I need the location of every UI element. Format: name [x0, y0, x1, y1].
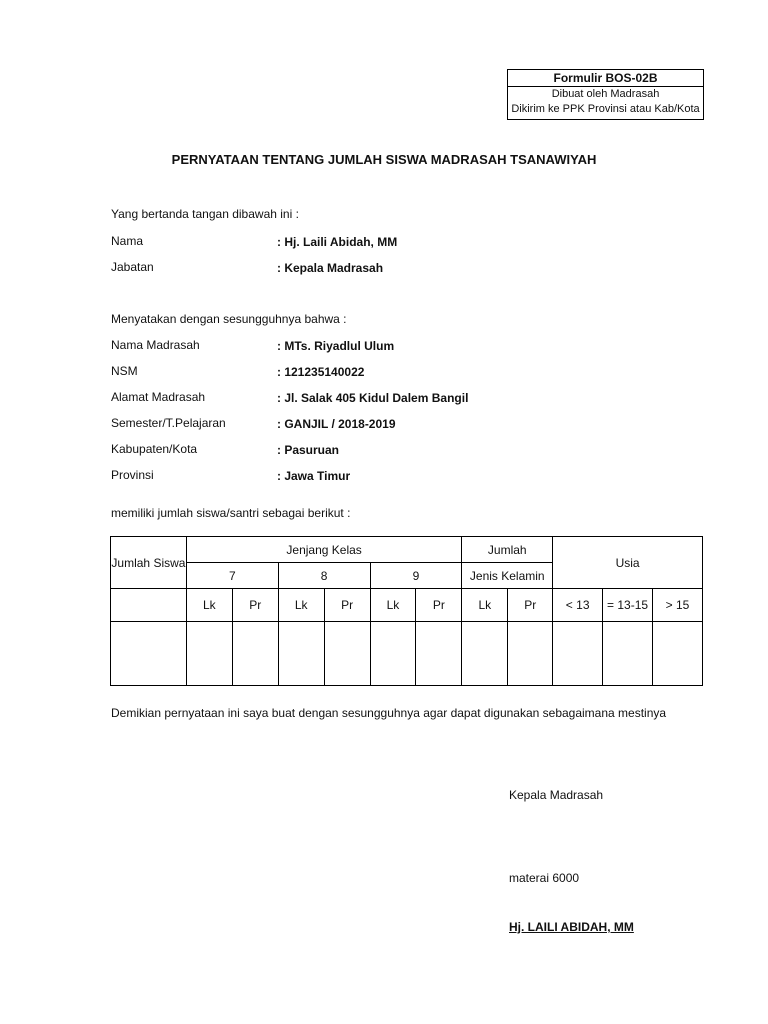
sub-header: Pr	[416, 589, 462, 622]
data-cell	[278, 622, 324, 686]
data-cell	[416, 622, 462, 686]
stamp-note: materai 6000	[509, 871, 580, 885]
empty-cell	[111, 589, 187, 622]
grade-7: 7	[186, 563, 278, 589]
sub-header: Lk	[278, 589, 324, 622]
header-jenis-kelamin: Jenis Kelamin	[462, 563, 553, 589]
grade-9: 9	[370, 563, 462, 589]
document-title: PERNYATAAN TENTANG JUMLAH SISWA MADRASAH TSANAWIYAH	[171, 152, 597, 167]
grade-8: 8	[278, 563, 370, 589]
regency-value: : Pasuruan	[277, 443, 340, 457]
data-cell	[653, 622, 703, 686]
sub-header: Pr	[508, 589, 553, 622]
nsm-label: NSM	[111, 364, 138, 378]
semester-label: Semester/T.Pelajaran	[111, 416, 226, 430]
data-cell	[553, 622, 603, 686]
sub-header: Lk	[462, 589, 508, 622]
form-sent-to: Dikirim ke PPK Provinsi atau Kab/Kota	[511, 103, 700, 115]
signer-name-value: : Hj. Laili Abidah, MM	[277, 235, 398, 249]
intro-text: Yang bertanda tangan dibawah ini :	[111, 207, 299, 221]
data-cell	[508, 622, 553, 686]
signature-name: Hj. LAILI ABIDAH, MM	[509, 920, 634, 934]
form-code-box	[507, 69, 704, 120]
province-value: : Jawa Timur	[277, 469, 351, 483]
sub-header: = 13-15	[603, 589, 653, 622]
semester-value: : GANJIL / 2018-2019	[277, 417, 396, 431]
school-name-label: Nama Madrasah	[111, 338, 200, 352]
data-cell	[232, 622, 278, 686]
province-label: Provinsi	[111, 468, 154, 482]
signer-position-value: : Kepala Madrasah	[277, 261, 384, 275]
closing-statement: Demikian pernyataan ini saya buat dengan sesungguhnya agar dapat digunakan sebagaimana mestinya	[111, 706, 667, 720]
data-cell	[462, 622, 508, 686]
regency-label: Kabupaten/Kota	[111, 442, 198, 456]
data-cell	[186, 622, 232, 686]
header-jumlah: Jumlah	[462, 537, 553, 563]
address-value: : Jl. Salak 405 Kidul Dalem Bangil	[277, 391, 469, 405]
sub-header: Lk	[186, 589, 232, 622]
signature-role: Kepala Madrasah	[509, 788, 604, 802]
data-cell	[111, 622, 187, 686]
signer-name-label: Nama	[111, 234, 144, 248]
signer-position-label: Jabatan	[111, 260, 154, 274]
data-cell	[603, 622, 653, 686]
sub-header: Lk	[370, 589, 416, 622]
declare-text: Menyatakan dengan sesungguhnya bahwa :	[111, 312, 347, 326]
sub-header: < 13	[553, 589, 603, 622]
sub-header: Pr	[324, 589, 370, 622]
data-cell	[370, 622, 416, 686]
sub-header: Pr	[232, 589, 278, 622]
form-code: Formulir BOS-02B	[508, 70, 703, 87]
nsm-value: : 121235140022	[277, 365, 365, 379]
sub-header: > 15	[653, 589, 703, 622]
school-name-value: : MTs. Riyadlul Ulum	[277, 339, 395, 353]
form-made-by: Dibuat oleh Madrasah	[551, 88, 660, 100]
student-count-intro: memiliki jumlah siswa/santri sebagai berikut :	[111, 506, 351, 520]
header-jenjang-kelas: Jenjang Kelas	[186, 537, 461, 563]
student-count-table	[110, 536, 703, 686]
data-cell	[324, 622, 370, 686]
header-usia: Usia	[553, 537, 703, 589]
address-label: Alamat Madrasah	[111, 390, 206, 404]
row-header-jumlah-siswa: Jumlah Siswa	[111, 537, 187, 589]
